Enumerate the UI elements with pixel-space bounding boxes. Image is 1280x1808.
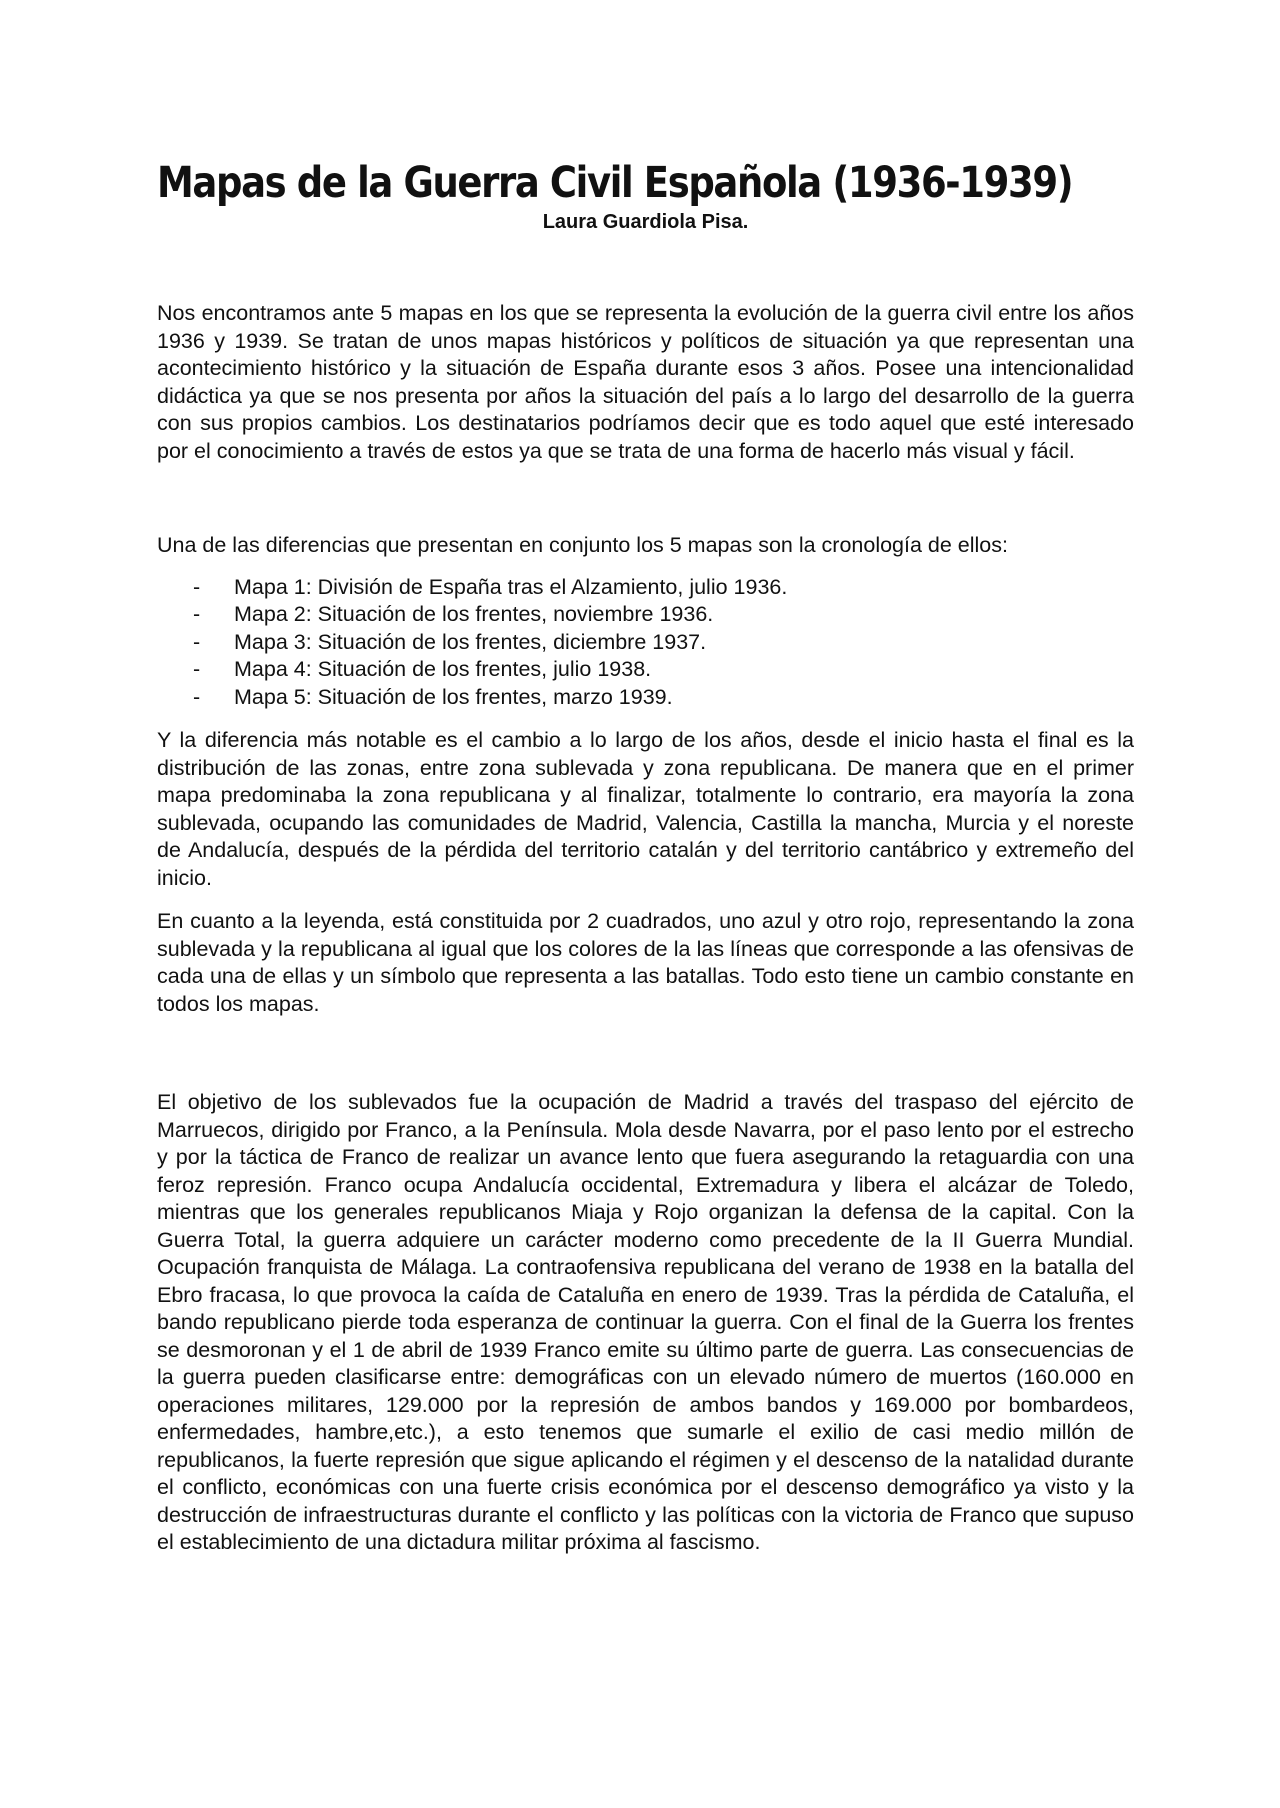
document-title: Mapas de la Guerra Civil Española (1936-1939)	[157, 158, 1073, 208]
list-bullet: -	[193, 574, 201, 599]
list-bullet: -	[193, 684, 201, 709]
list-bullet: -	[193, 602, 201, 626]
list-item	[157, 574, 1134, 602]
list-bullet: -	[193, 657, 201, 681]
list-item-text: Mapa 3: Situación de los frentes, diciembre 1937.	[234, 629, 707, 654]
list-item	[157, 656, 1134, 684]
map-list	[157, 574, 1134, 712]
list-bullet: -	[193, 629, 201, 654]
list-item-text: Mapa 2: Situación de los frentes, noviembre 1936.	[234, 602, 714, 626]
list-item-text: Mapa 4: Situación de los frentes, julio 1938.	[234, 657, 652, 681]
zones-paragraph: Y la diferencia más notable es el cambio a lo largo de los años, desde el inicio hasta el final es la distribución de las zonas, entre zona sublevada y zona republicana. De manera que en el primer mapa predominaba la zona republicana y al finalizar, totalmente lo contrario, era mayoría la zona sublevada, ocupando las comunidades de Madrid, Valencia, Castilla la mancha, Murcia y el noreste de Andalucía, después de la pérdida del territorio catalán y del territorio cantábrico y extremeño del inicio.	[157, 728, 1134, 890]
author-name: Laura Guardiola Pisa.	[542, 211, 749, 233]
list-item	[157, 684, 1134, 712]
chronology-intro-paragraph: Una de las diferencias que presentan en conjunto los 5 mapas son la cronología de ellos:	[157, 533, 1008, 557]
list-item-text: Mapa 5: Situación de los frentes, marzo 1939.	[234, 684, 673, 709]
list-item-text: Mapa 1: División de España tras el Alzamiento, julio 1936.	[234, 574, 788, 599]
objectives-paragraph: El objetivo de los sublevados fue la ocupación de Madrid a través del traspaso del ejército de Marruecos, dirigido por Franco, a la Península. Mola desde Navarra, por el paso lento por el estrecho y por la táctica de Franco de realizar un avance lento que fuera asegurando la retaguardia con una feroz represión. Franco ocupa Andalucía occidental, Extremadura y libera el alcázar de Toledo, mientras que los generales republicanos Miaja y Rojo organizan la defensa de la capital. Con la Guerra Total, la guerra adquiere un carácter moderno como precedente de la II Guerra Mundial. Ocupación franquista de Málaga. La contraofensiva republicana del verano de 1938 en la batalla del Ebro fracasa, lo que provoca la caída de Cataluña en enero de 1939. Tras la pérdida de Cataluña, el bando republicano pierde toda esperanza de continuar la guerra. Con el final de la Guerra los frentes se desmoronan y el 1 de abril de 1939 Franco emite su último parte de guerra. Las consecuencias de la guerra pueden clasificarse entre: demográficas con un elevado número de muertos (160.000 en operaciones militares, 129.000 por la represión de ambos bandos y 169.000 por bombardeos, enfermedades, hambre,etc.), a esto tenemos que sumarle el exilio de casi medio millón de republicanos, la fuerte represión que sigue aplicando el régimen y el descenso de la natalidad durante el conflicto, económicas con una fuerte crisis económica por el descenso demográfico ya visto y la destrucción de infraestructuras durante el conflicto y las políticas con la victoria de Franco que supuso el establecimiento de una dictadura militar próxima al fascismo.	[157, 1090, 1134, 1554]
document-page	[157, 158, 1134, 1557]
list-item	[157, 601, 1134, 629]
list-item	[157, 629, 1134, 657]
legend-paragraph: En cuanto a la leyenda, está constituida por 2 cuadrados, uno azul y otro rojo, representando la zona sublevada y la republicana al igual que los colores de la las líneas que corresponde a las ofensivas de cada una de ellas y un símbolo que representa a las batallas. Todo esto tiene un cambio constante en todos los mapas.	[157, 909, 1134, 1016]
intro-paragraph: Nos encontramos ante 5 mapas en los que se representa la evolución de la guerra civil entre los años 1936 y 1939. Se tratan de unos mapas históricos y políticos de situación ya que representan una acontecimiento histórico y la situación de España durante esos 3 años. Posee una intencionalidad didáctica ya que se nos presenta por años la situación del país a lo largo del desarrollo de la guerra con sus propios cambios. Los destinatarios podríamos decir que es todo aquel que esté interesado por el conocimiento a través de estos ya que se trata de una forma de hacerlo más visual y fácil.	[157, 301, 1134, 463]
